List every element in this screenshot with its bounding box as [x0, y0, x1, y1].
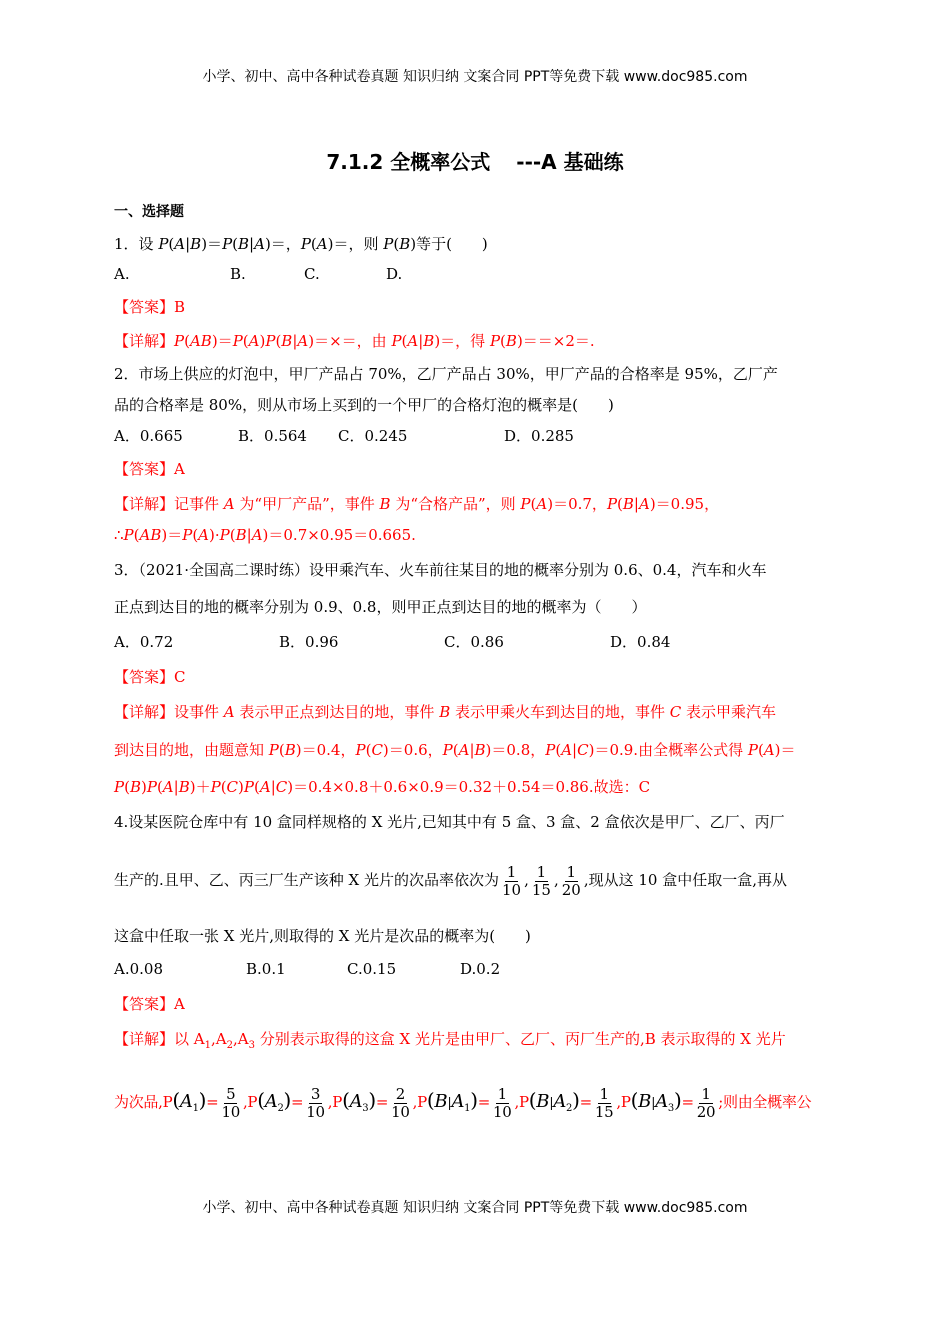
page-footer: 小学、初中、高中各种试卷真题 知识归纳 文案合同 PPT等免费下载 www.doc985.com	[202, 1200, 748, 1216]
option-a: A.	[114, 265, 130, 283]
fraction: $\frac{2}{10}$	[391, 1084, 410, 1121]
question-2-answer: 【答案】A	[114, 460, 185, 478]
option-d: D．0.285	[504, 427, 574, 445]
question-3-answer: 【答案】C	[114, 668, 186, 686]
question-4-detail-line1: 【详解】以 $A_1,A_2,A_3$ 分别表示取得的这盒 X 光片是由甲厂、乙厂、丙厂生产的,B 表示取得的 X 光片	[114, 1030, 786, 1051]
fraction: $\frac{1}{10}$	[493, 1084, 512, 1121]
option-a: A.0.08	[114, 960, 163, 978]
fraction: $\frac{1}{10}$	[502, 862, 522, 899]
question-4-stem-line1: 4.设某医院仓库中有 10 盒同样规格的 X 光片,已知其中有 5 盒、3 盒、2 盒依次是甲厂、乙厂、丙厂	[114, 813, 785, 831]
question-3-detail-line1: 【详解】设事件 A 表示甲正点到达目的地，事件 B 表示甲乘火车到达目的地，事件 C 表示甲乘汽车	[114, 703, 777, 721]
question-4-answer: 【答案】A	[114, 995, 185, 1013]
question-3-detail-line2: 到达目的地，由题意知 P(B)＝0.4，P(C)＝0.6，P(A|B)＝0.8，P(A|C)＝0.9.由全概率公式得 P(A)＝	[114, 741, 796, 759]
option-a: A．0.72	[114, 633, 174, 651]
fraction: $\frac{1}{20}$	[696, 1084, 716, 1121]
title-main: 7.1.2 全概率公式	[326, 150, 491, 174]
option-b: B.	[230, 265, 246, 283]
option-d: D．0.84	[610, 633, 671, 651]
fraction: $\frac{1}{15}$	[531, 862, 551, 899]
option-a: A．0.665	[114, 427, 183, 445]
option-d: D.0.2	[460, 960, 501, 978]
option-c: C.	[304, 265, 320, 283]
page-header: 小学、初中、高中各种试卷真题 知识归纳 文案合同 PPT等免费下载 www.doc985.com	[202, 69, 748, 85]
fraction: $\frac{3}{10}$	[306, 1084, 325, 1121]
page-title	[0, 146, 950, 175]
question-4-detail-line2: 为次品$,P(A_1)=$ $\frac{5}{10}$ $,P(A_2)=$ $\frac{3}{10}$ $,P(A_3)=$ $\frac{2}{10}$ $,P(B|A_1)=$ $\frac{1}{10}$ $,P(B|A_2)=$ $\frac{1}{15}$ $,P(B|A_3)=$ $\frac{1}{20}$ ;则由全概率公	[114, 1084, 812, 1121]
option-d: D.	[386, 265, 403, 283]
question-1-detail: 【详解】P(AB)＝P(A)P(B|A)＝×＝，由 P(A|B)＝，得 P(B)＝＝×2＝.	[114, 332, 595, 350]
fraction: $\frac{1}{20}$	[561, 862, 581, 899]
option-c: C.0.15	[347, 960, 397, 978]
fraction: $\frac{1}{15}$	[594, 1084, 614, 1121]
question-2-detail-line1: 【详解】记事件 A 为“甲厂产品”，事件 B 为“合格产品”，则 P(A)＝0.7，P(B|A)＝0.95，	[114, 495, 720, 513]
option-b: B．0.96	[279, 633, 339, 651]
option-c: C．0.86	[444, 633, 504, 651]
question-1-answer: 【答案】B	[114, 298, 186, 316]
question-4-stem-line3: 这盒中任取一张 X 光片,则取得的 X 光片是次品的概率为( )	[114, 927, 531, 945]
title-level: ---A 基础练	[516, 150, 624, 174]
question-3-detail-line3: P(B)P(A|B)＋P(C)P(A|C)＝0.4×0.8＋0.6×0.9＝0.32＋0.54＝0.86.故选：C	[114, 778, 651, 796]
question-2-stem-line1: 2．市场上供应的灯泡中，甲厂产品占 70%，乙厂产品占 30%，甲厂产品的合格率是 95%，乙厂产	[114, 365, 778, 383]
question-2-stem-line2: 品的合格率是 80%，则从市场上买到的一个甲厂的合格灯泡的概率是( )	[114, 396, 614, 414]
option-b: B.0.1	[246, 960, 286, 978]
section-heading: 一、选择题	[114, 204, 184, 220]
question-2-detail-line2: ∴P(AB)＝P(A)·P(B|A)＝0.7×0.95＝0.665.	[114, 526, 416, 544]
fraction: $\frac{5}{10}$	[221, 1084, 240, 1121]
option-b: B．0.564	[238, 427, 307, 445]
question-1-stem: 1．设 P(A|B)＝P(B|A)＝，P(A)＝，则 P(B)等于( )	[114, 235, 488, 253]
option-c: C．0.245	[338, 427, 408, 445]
question-3-stem-line2: 正点到达目的地的概率分别为 0.9、0.8，则甲正点到达目的地的概率为（ ）	[114, 598, 647, 616]
question-3-stem-line1: 3．（2021·全国高二课时练）设甲乘汽车、火车前往某目的地的概率分别为 0.6、0.4，汽车和火车	[114, 561, 767, 579]
question-4-stem-line2: 生产的.且甲、乙、丙三厂生产该种 X 光片的次品率依次为 $\frac{1}{10}$ , $\frac{1}{15}$ , $\frac{1}{20}$ ,现从这 10 盒中任取一盒,再从	[114, 862, 788, 899]
